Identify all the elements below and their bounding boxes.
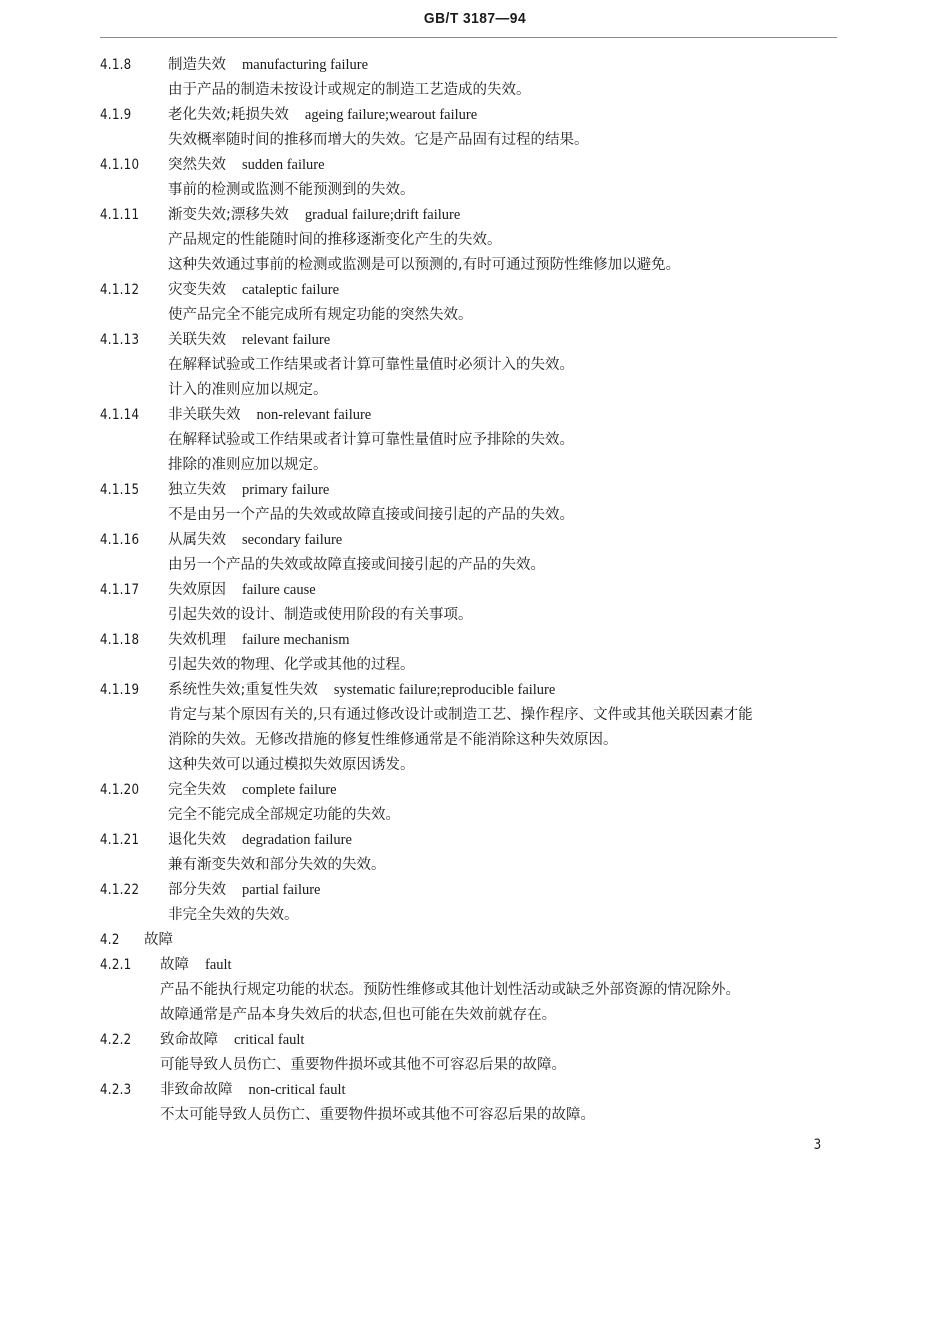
page-number: 3 <box>813 1137 822 1153</box>
term-number: 4.1.8 <box>100 57 132 73</box>
term-entry <box>100 478 840 528</box>
term-english: manufacturing failure <box>242 57 369 73</box>
term-number: 4.1.10 <box>100 157 140 173</box>
term-english: degradation failure <box>242 832 352 848</box>
term-definition: 消除的失效。无修改措施的修复性维修通常是不能消除这种失效原因。 <box>168 732 618 748</box>
term-heading <box>100 153 840 178</box>
term-number: 4.1.17 <box>100 582 140 598</box>
term-definition: 非完全失效的失效。 <box>168 907 299 923</box>
term-number: 4.1.14 <box>100 407 140 423</box>
term-chinese: 从属失效 <box>168 532 226 548</box>
term-number: 4.1.16 <box>100 532 140 548</box>
term-heading <box>100 878 840 903</box>
term-definition: 这种失效通过事前的检测或监测是可以预测的,有时可通过预防性维修加以避免。 <box>168 257 681 273</box>
term-heading <box>100 203 840 228</box>
term-english: secondary failure <box>242 532 343 548</box>
term-definition: 产品规定的性能随时间的推移逐渐变化产生的失效。 <box>168 232 502 248</box>
term-number: 4.2.2 <box>100 1032 132 1048</box>
term-entry <box>100 403 840 478</box>
term-entry <box>100 628 840 678</box>
term-definition: 由另一个产品的失效或故障直接或间接引起的产品的失效。 <box>168 557 545 573</box>
term-heading <box>100 953 840 978</box>
term-english: systematic failure;reproducible failure <box>333 682 556 698</box>
term-heading <box>100 528 840 553</box>
document-body <box>100 53 840 1128</box>
term-number: 4.1.15 <box>100 482 140 498</box>
term-definition: 计入的准则应加以规定。 <box>168 382 328 398</box>
term-chinese: 致命故障 <box>160 1032 218 1048</box>
page-header: GB/T 3187—94 <box>423 10 527 27</box>
term-chinese: 突然失效 <box>168 157 226 173</box>
term-definition: 可能导致人员伤亡、重要物件损坏或其他不可容忍后果的故障。 <box>160 1057 566 1073</box>
term-entry <box>100 778 840 828</box>
term-definition: 不是由另一个产品的失效或故障直接或间接引起的产品的失效。 <box>168 507 574 523</box>
term-number: 4.2.1 <box>100 957 132 973</box>
term-english: complete failure <box>242 782 337 798</box>
term-definition: 在解释试验或工作结果或者计算可靠性量值时应予排除的失效。 <box>168 432 574 448</box>
term-definition: 引起失效的物理、化学或其他的过程。 <box>168 657 415 673</box>
term-definition: 引起失效的设计、制造或使用阶段的有关事项。 <box>168 607 473 623</box>
term-english: primary failure <box>242 482 330 498</box>
term-definition: 使产品完全不能完成所有规定功能的突然失效。 <box>168 307 473 323</box>
term-definition: 事前的检测或监测不能预测到的失效。 <box>168 182 415 198</box>
term-chinese: 部分失效 <box>168 882 226 898</box>
term-entry <box>100 153 840 203</box>
term-chinese: 系统性失效;重复性失效 <box>168 682 318 698</box>
term-english: critical fault <box>234 1032 305 1048</box>
term-chinese: 制造失效 <box>168 57 226 73</box>
term-heading <box>100 278 840 303</box>
term-number: 4.1.12 <box>100 282 140 298</box>
term-english: relevant failure <box>242 332 331 348</box>
term-heading <box>100 53 840 78</box>
term-heading <box>100 328 840 353</box>
term-english: cataleptic failure <box>242 282 340 298</box>
term-chinese: 非关联失效 <box>168 407 241 423</box>
term-definition: 肯定与某个原因有关的,只有通过修改设计或制造工艺、操作程序、文件或其他关联因素才能 <box>168 707 753 723</box>
term-number: 4.2.3 <box>100 1082 132 1098</box>
term-heading <box>100 1028 840 1053</box>
section-title: 故障 <box>144 932 173 948</box>
term-definition: 在解释试验或工作结果或者计算可靠性量值时必须计入的失效。 <box>168 357 574 373</box>
term-entry <box>100 1078 840 1128</box>
section-number: 4.2 <box>100 932 120 948</box>
term-entry <box>100 678 840 778</box>
term-entry <box>100 953 840 1028</box>
term-heading <box>100 103 840 128</box>
term-chinese: 老化失效;耗损失效 <box>168 107 289 123</box>
term-heading <box>100 403 840 428</box>
term-english: non-relevant failure <box>256 407 372 423</box>
term-english: failure mechanism <box>242 632 350 648</box>
term-chinese: 关联失效 <box>168 332 226 348</box>
term-chinese: 非致命故障 <box>160 1082 233 1098</box>
term-english: partial failure <box>242 882 321 898</box>
term-chinese: 失效机理 <box>168 632 226 648</box>
term-chinese: 退化失效 <box>168 832 226 848</box>
term-heading <box>100 1078 840 1103</box>
term-entry <box>100 278 840 328</box>
term-entry <box>100 203 840 278</box>
term-english: failure cause <box>242 582 316 598</box>
header-divider <box>100 37 837 38</box>
term-english: gradual failure;drift failure <box>304 207 461 223</box>
term-heading <box>100 478 840 503</box>
term-entry <box>100 578 840 628</box>
term-english: fault <box>205 957 232 973</box>
section-heading <box>100 928 840 953</box>
term-chinese: 独立失效 <box>168 482 226 498</box>
term-number: 4.1.20 <box>100 782 140 798</box>
term-number: 4.1.19 <box>100 682 140 698</box>
term-entry <box>100 828 840 878</box>
term-heading <box>100 578 840 603</box>
term-heading <box>100 678 840 703</box>
term-definition: 故障通常是产品本身失效后的状态,但也可能在失效前就存在。 <box>160 1007 557 1023</box>
term-entry <box>100 1028 840 1078</box>
term-definition: 完全不能完成全部规定功能的失效。 <box>168 807 400 823</box>
term-english: sudden failure <box>242 157 325 173</box>
term-definition: 失效概率随时间的推移而增大的失效。它是产品固有过程的结果。 <box>168 132 589 148</box>
term-chinese: 故障 <box>160 957 189 973</box>
term-number: 4.1.22 <box>100 882 140 898</box>
term-number: 4.1.9 <box>100 107 132 123</box>
term-heading <box>100 828 840 853</box>
term-entry <box>100 53 840 103</box>
term-heading <box>100 778 840 803</box>
term-english: ageing failure;wearout failure <box>304 107 478 123</box>
term-number: 4.1.11 <box>100 207 140 223</box>
term-entry <box>100 328 840 403</box>
term-definition: 产品不能执行规定功能的状态。预防性维修或其他计划性活动或缺乏外部资源的情况除外。 <box>160 982 740 998</box>
term-definition: 兼有渐变失效和部分失效的失效。 <box>168 857 386 873</box>
term-chinese: 失效原因 <box>168 582 226 598</box>
term-definition: 不太可能导致人员伤亡、重要物件损坏或其他不可容忍后果的故障。 <box>160 1107 595 1123</box>
term-chinese: 灾变失效 <box>168 282 226 298</box>
term-english: non-critical fault <box>248 1082 346 1098</box>
term-chinese: 完全失效 <box>168 782 226 798</box>
term-entry <box>100 878 840 928</box>
term-number: 4.1.18 <box>100 632 140 648</box>
term-definition: 由于产品的制造未按设计或规定的制造工艺造成的失效。 <box>168 82 531 98</box>
term-entry <box>100 103 840 153</box>
term-number: 4.1.13 <box>100 332 140 348</box>
term-definition: 排除的准则应加以规定。 <box>168 457 328 473</box>
term-heading <box>100 628 840 653</box>
term-number: 4.1.21 <box>100 832 140 848</box>
term-entry <box>100 528 840 578</box>
term-definition: 这种失效可以通过模拟失效原因诱发。 <box>168 757 415 773</box>
term-chinese: 渐变失效;漂移失效 <box>168 207 289 223</box>
